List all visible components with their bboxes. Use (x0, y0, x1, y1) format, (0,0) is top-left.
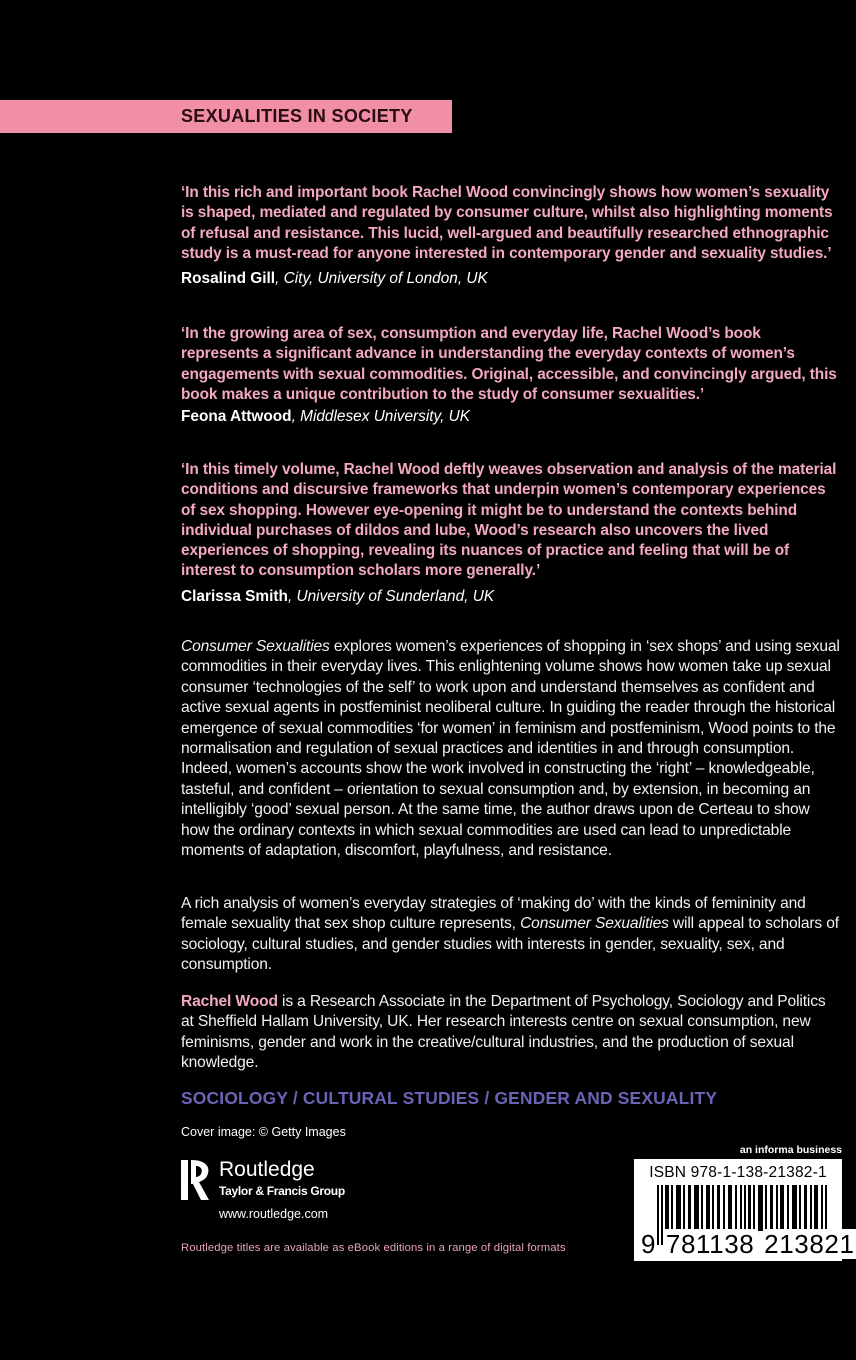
description-paragraph-1: Consumer Sexualities explores women’s experiences of shopping in ‘sex shops’ and using sexual commodities in their everyday lives. This enlightening volume shows how women take up sexual consumer ‘technologies of the self’ to work upon and understand themselves as confident and active sexual agents in postfeminist neoliberal culture. In guiding the reader through the historical emergence of sexual commodities ‘for women’ in feminism and postfeminism, Wood points to the normalisation and regulation of sexual practices and identities in and through consumption. Indeed, women’s accounts show the work involved in constructing the ‘right’ – knowledgeable, tasteful, and confident – orientation to sexual consumption and, by extension, in becoming an intelligibly ‘good’ sexual person. At the same time, the author draws upon de Certeau to show how the ordinary contexts in which sexual commodities are used can lead to unpredictable moments of adaptation, discomfort, playfulness, and resistance. (181, 638, 840, 860)
endorsement-quote: ‘In the growing area of sex, consumption and everyday life, Rachel Wood’s book represents a significant advance in understanding the everyday contexts of women’s engagements with sexual commodities. Original, accessible, and convincingly argued, this book makes a unique contribution to the study of consumer sexualities.’ (181, 325, 837, 403)
subject-categories: SOCIOLOGY / CULTURAL STUDIES / GENDER AND SEXUALITY (181, 1088, 718, 1108)
endorsement-2 (181, 324, 841, 427)
routledge-logo-icon (181, 1158, 213, 1202)
publisher-logo (181, 1158, 345, 1202)
endorser-affiliation: , University of Sunderland, UK (287, 587, 495, 605)
informa-tagline: an informa business (739, 1144, 842, 1156)
book-description-2 (181, 894, 841, 976)
isbn-digits: 9 781138 213821 (641, 1229, 855, 1259)
endorsement-attribution (181, 407, 841, 427)
book-title: Consumer Sexualities (520, 915, 669, 933)
endorsement-1 (181, 183, 841, 289)
publisher-wordmark (219, 1158, 345, 1198)
series-title: SEXUALITIES IN SOCIETY (181, 106, 413, 126)
cover-credit: Cover image: © Getty Images (181, 1125, 346, 1139)
publisher-name: Routledge (219, 1158, 315, 1181)
endorser-name: Rosalind Gill (181, 270, 276, 288)
ebook-note: Routledge titles are available as eBook editions in a range of digital formats (181, 1242, 566, 1254)
publisher-url: www.routledge.com (219, 1207, 329, 1221)
endorser-affiliation: , City, University of London, UK (275, 270, 488, 288)
endorsement-quote: ‘In this timely volume, Rachel Wood deftly weaves observation and analysis of the material conditions and discursive frameworks that underpin women’s contemporary experiences of sex shopping. However eye-opening it might be to understand the contexts behind individual purchases of dildos and lube, Wood’s research also uncovers the lived experiences of shopping, revealing its nuances of practice and feeling that will be of interest to consumption scholars more generally.’ (181, 461, 837, 580)
publisher-group: Taylor & Francis Group (219, 1184, 345, 1198)
author-name: Rachel Wood (181, 993, 278, 1010)
author-bio-text: Rachel Wood is a Research Associate in the Department of Psychology, Sociology and Politics at Sheffield Hallam University, UK. Her research interests centre on sexual consumption, new feminisms, gender and work in the creative/cultural industries, and the production of sexual knowledge. (181, 993, 826, 1072)
description-paragraph-2: A rich analysis of women’s everyday strategies of ‘making do’ with the kinds of femininity and female sexuality that sex shop culture represents, Consumer Sexualities will appeal to scholars of sociology, cultural studies, and gender studies with interests in gender, sexuality, sex, and consumption. (181, 895, 839, 974)
endorser-name: Feona Attwood (181, 408, 292, 426)
series-banner (0, 100, 452, 133)
book-title: Consumer Sexualities (181, 638, 330, 655)
endorser-affiliation: , Middlesex University, UK (291, 408, 471, 426)
book-description (181, 637, 841, 861)
isbn-barcode (634, 1159, 855, 1261)
endorsement-3 (181, 460, 841, 607)
endorsement-attribution (181, 269, 841, 289)
endorsement-quote: ‘In this rich and important book Rachel Wood convincingly shows how women’s sexuality is shaped, mediated and regulated by consumer culture, whilst also highlighting moments of refusal and resistance. This lucid, well-argued and beautifully researched ethnographic study is a must-read for anyone interested in contemporary gender and sexuality studies.’ (181, 184, 833, 262)
endorser-name: Clarissa Smith (181, 587, 288, 605)
author-bio (181, 992, 841, 1074)
isbn-label: ISBN 978-1-138-21382-1 (649, 1164, 827, 1181)
endorsement-attribution (181, 587, 841, 607)
